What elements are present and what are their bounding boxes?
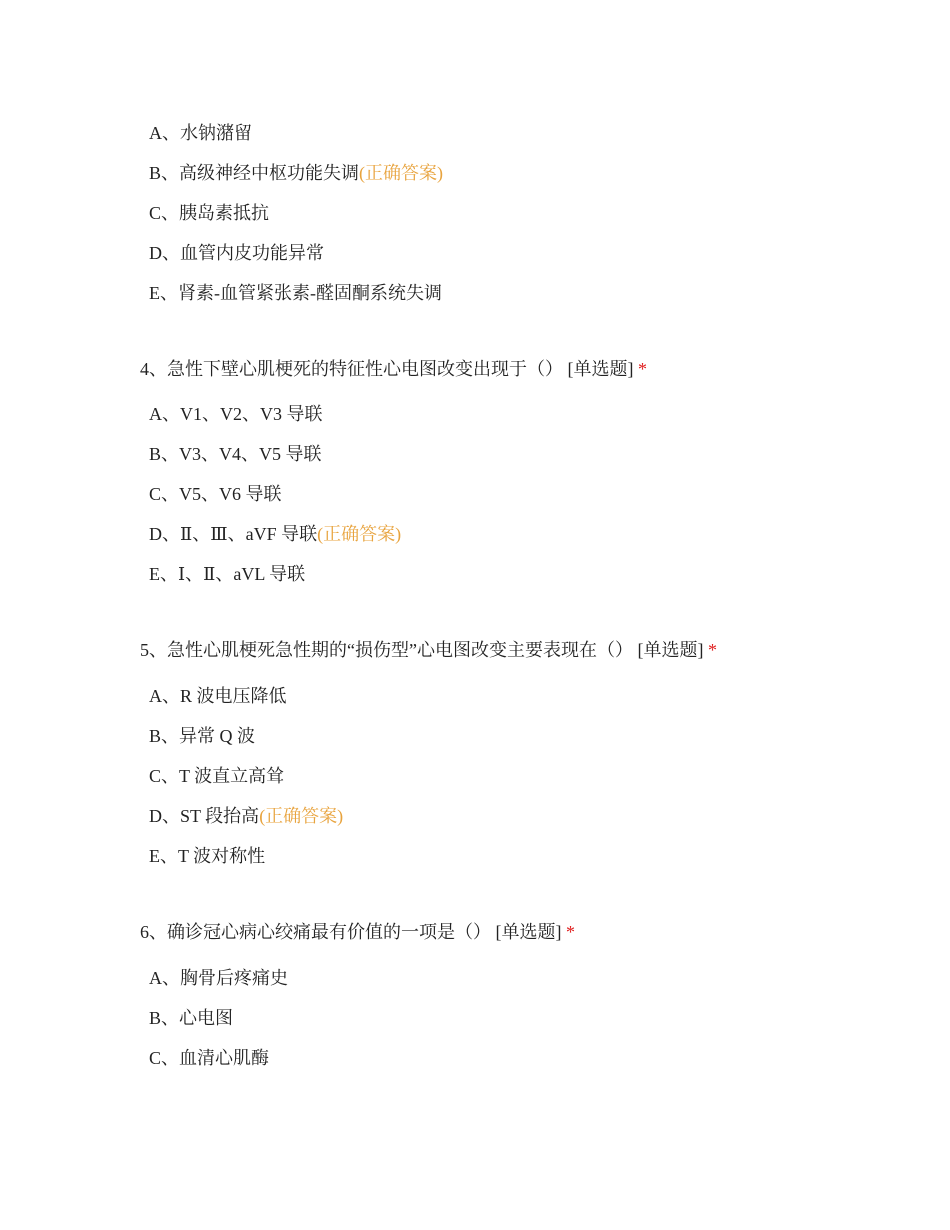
required-mark: * — [707, 640, 717, 660]
q3-option-e[interactable] — [149, 281, 442, 305]
option-text: A、V1、V2、V3 导联 — [149, 404, 323, 424]
option-text: E、肾素-血管紧张素-醛固酮系统失调 — [149, 283, 442, 303]
option-text: C、V5、V6 导联 — [149, 484, 282, 504]
q5-option-e[interactable] — [149, 844, 265, 868]
q6-option-b[interactable] — [149, 1006, 233, 1030]
option-text: B、高级神经中枢功能失调 — [149, 163, 360, 183]
option-text: C、胰岛素抵抗 — [149, 203, 270, 223]
option-text: A、水钠潴留 — [149, 123, 252, 143]
q5-option-a[interactable] — [149, 684, 287, 708]
q6-title — [140, 920, 575, 944]
q6-option-c[interactable] — [149, 1046, 269, 1070]
q5-option-c[interactable] — [149, 764, 284, 788]
correct-answer-label: (正确答案) — [317, 524, 402, 544]
correct-answer-label: (正确答案) — [359, 163, 444, 183]
required-mark: * — [638, 359, 647, 379]
question-text: 4、急性下壁心肌梗死的特征性心电图改变出现于（） [单选题] — [140, 359, 634, 379]
option-text: B、V3、V4、V5 导联 — [149, 444, 322, 464]
q4-option-e[interactable] — [149, 562, 305, 586]
option-text: A、胸骨后疼痛史 — [149, 968, 288, 988]
option-text: C、血清心肌酶 — [149, 1048, 270, 1068]
q4-option-b[interactable] — [149, 442, 322, 466]
q4-option-a[interactable] — [149, 402, 323, 426]
q5-option-d[interactable] — [149, 804, 343, 828]
option-text: B、异常 Q 波 — [149, 726, 256, 746]
q4-option-d[interactable] — [149, 522, 401, 546]
q3-option-c[interactable] — [149, 201, 269, 225]
option-text: B、心电图 — [149, 1008, 234, 1028]
option-text: D、Ⅱ、Ⅲ、aVF 导联 — [149, 524, 318, 544]
required-mark: * — [566, 922, 575, 942]
q3-option-a[interactable] — [149, 121, 252, 145]
option-text: E、Ⅰ、Ⅱ、aVL 导联 — [149, 564, 306, 584]
q5-title — [140, 638, 717, 662]
q4-title — [140, 357, 647, 381]
q3-option-d[interactable] — [149, 241, 324, 265]
option-text: E、T 波对称性 — [149, 846, 266, 866]
correct-answer-label: (正确答案) — [259, 806, 344, 826]
question-text: 5、急性心肌梗死急性期的“损伤型”心电图改变主要表现在（） [单选题] — [140, 640, 704, 660]
q6-option-a[interactable] — [149, 966, 288, 990]
option-text: A、R 波电压降低 — [149, 686, 287, 706]
question-text: 6、确诊冠心病心绞痛最有价值的一项是（） [单选题] — [140, 922, 562, 942]
option-text: C、T 波直立高耸 — [149, 766, 285, 786]
q5-option-b[interactable] — [149, 724, 255, 748]
q4-option-c[interactable] — [149, 482, 282, 506]
option-text: D、血管内皮功能异常 — [149, 243, 324, 263]
option-text: D、ST 段抬高 — [149, 806, 260, 826]
q3-option-b[interactable] — [149, 161, 443, 185]
